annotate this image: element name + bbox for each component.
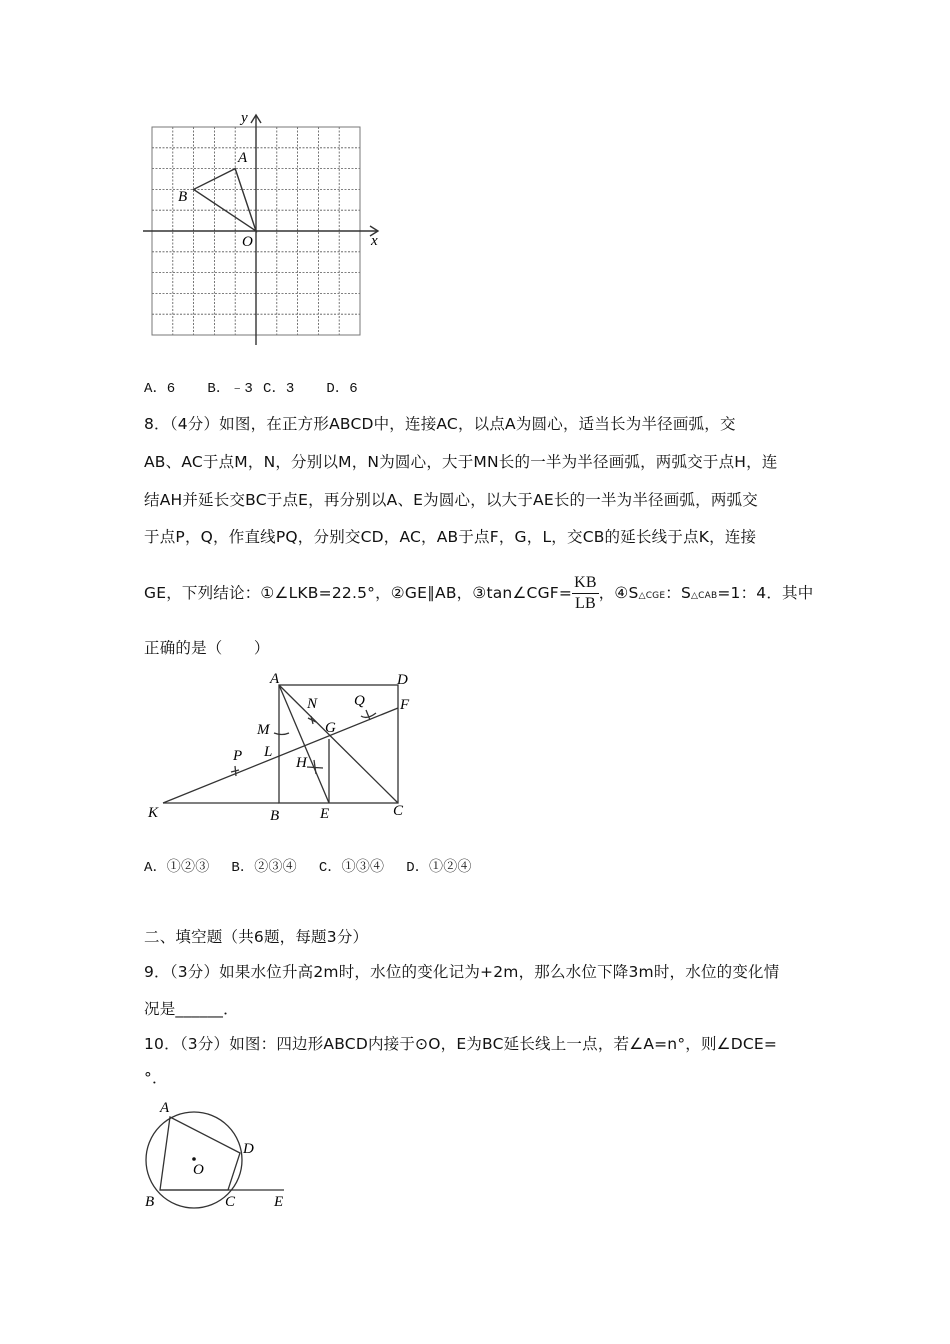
y-axis-label: y [241, 110, 248, 126]
q8-conclusions-part3: ：S [665, 584, 691, 602]
label-b: B [270, 808, 280, 824]
arc-h [307, 760, 323, 774]
label-n: N [307, 696, 318, 712]
q8-option-a: A．①②③ [144, 860, 210, 876]
label-l: L [264, 744, 273, 760]
x-axis-label: x [371, 233, 378, 249]
q8-option-d: D．①②④ [406, 860, 472, 876]
q7-option-d: D．6 [326, 381, 358, 397]
label-g: G [325, 720, 336, 736]
label-c: C [225, 1194, 236, 1210]
diagonal-ac [279, 685, 398, 803]
coordinate-grid-figure [140, 105, 400, 355]
fraction-kb-over-lb [572, 573, 599, 614]
q8-line-4: 于点P，Q，作直线PQ，分别交CD，AC，AB于点F，G，L，交CB的延长线于点K，连接 [144, 528, 757, 546]
q8-line-3: 结AH并延长交BC于点E，再分别以A、E为圆心，以大于AE长的一半为半径画弧，两弧交 [144, 491, 758, 509]
label-a: A [160, 1100, 170, 1116]
label-p: P [233, 748, 243, 764]
line-pq [163, 708, 398, 803]
label-a: A [270, 671, 280, 687]
label-b: B [145, 1194, 155, 1210]
q8-conclusions-part2: ，④S [598, 584, 639, 602]
line-ae [279, 685, 329, 803]
q7-option-a: A．6 [144, 381, 176, 397]
q7-option-c: C．3 [263, 381, 295, 397]
subscript-cab: △CAB [691, 591, 718, 601]
point-a-label: A [238, 150, 248, 166]
section-2-title: 二、填空题（共6题，每题3分） [144, 928, 369, 946]
q9-line-2: 况是______． [144, 1000, 239, 1018]
q8-line-6: 正确的是（ ） [144, 639, 270, 657]
label-e: E [320, 806, 330, 822]
label-f: F [400, 697, 410, 713]
q10-line-1: 10．（3分）如图：四边形ABCD内接于⊙O，E为BC延长线上一点，若∠A=n°，则∠DCE= [144, 1035, 778, 1053]
point-b-label: B [178, 189, 188, 205]
label-c: C [393, 803, 404, 819]
q8-conclusions-part1: GE，下列结论：①∠LKB=22.5°，②GE∥AB，③tan∠CGF= [144, 584, 573, 602]
q8-line-2: AB、AC于点M，N，分别以M，N为圆心，大于MN长的一半为半径画弧，两弧交于点H，连 [144, 453, 778, 471]
fraction-denominator: LB [574, 595, 596, 612]
label-h: H [296, 755, 307, 771]
cyclic-quadrilateral-figure [135, 1090, 305, 1215]
label-d: D [397, 672, 408, 688]
label-q: Q [354, 693, 365, 709]
label-m: M [257, 722, 270, 738]
q8-conclusions-part4: =1：4．其中 [717, 584, 814, 602]
origin-label: O [242, 234, 253, 250]
axes [143, 115, 378, 345]
label-k: K [148, 805, 159, 821]
label-o: O [193, 1162, 204, 1178]
label-d: D [243, 1141, 254, 1157]
fraction-numerator: KB [572, 573, 599, 594]
q8-option-b: B．②③④ [231, 860, 297, 876]
arc-m [274, 733, 289, 735]
q7-options [144, 377, 358, 397]
q7-option-b: B．﹣3 [207, 381, 254, 397]
subscript-cge: △CGE [638, 591, 666, 601]
quadrilateral-abcd [160, 1117, 240, 1190]
label-e: E [274, 1194, 284, 1210]
q8-options [144, 856, 472, 876]
q8-line-1: 8．（4分）如图，在正方形ABCD中，连接AC，以点A为圆心，适当长为半径画弧，交 [144, 415, 736, 433]
q8-option-c: C．①③④ [318, 860, 385, 876]
square-construction-figure [140, 665, 430, 830]
q10-line-2: °． [144, 1069, 168, 1087]
center-point [192, 1157, 196, 1161]
triangle-abo [194, 169, 256, 231]
q8-line-5 [144, 573, 813, 614]
q9-line-1: 9．（3分）如果水位升高2m时，水位的变化记为+2m，那么水位下降3m时，水位的变化情 [144, 963, 780, 981]
